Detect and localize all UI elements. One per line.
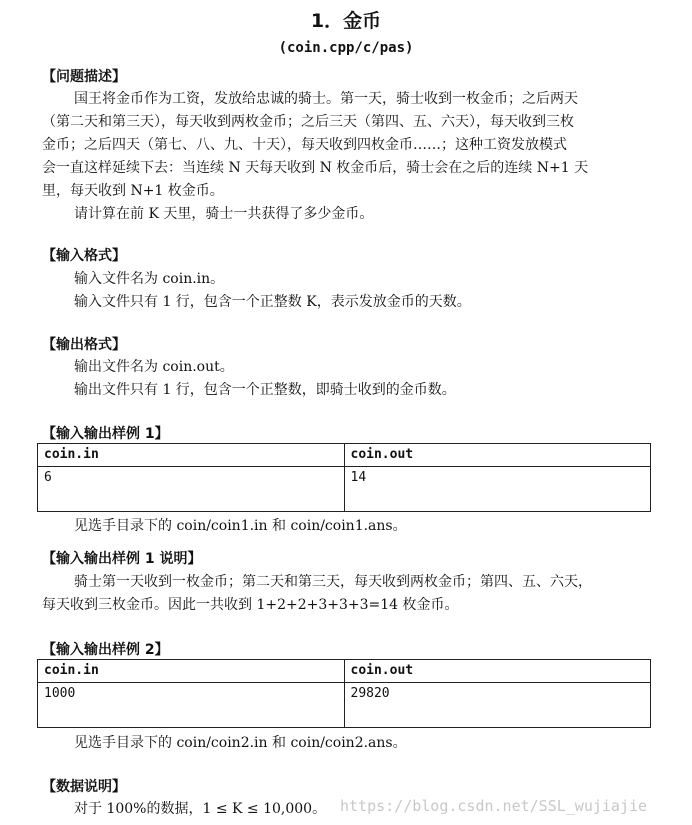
problem-line: （第二天和第三天），每天收到两枚金币；之后三天（第四、五、六天），每天收到三枚 (42, 114, 574, 130)
sample1-col-in: coin.in (38, 444, 345, 467)
problem-line: 里，每天收到 N+1 枚金币。 (42, 183, 224, 199)
sample1-in-value: 6 (38, 467, 345, 512)
output-format-line: 输出文件名为 coin.out。 (74, 359, 234, 375)
sample2-heading: 【输入输出样例 2】 (42, 642, 169, 658)
sample1-explain-line: 每天收到三枚金币。因此一共收到 1+2+2+3+3+3=14 枚金币。 (42, 597, 459, 613)
sample2-col-in: coin.in (38, 660, 345, 683)
problem-line: 请计算在前 K 天里，骑士一共获得了多少金币。 (74, 206, 374, 222)
sample2-note: 见选手目录下的 coin/coin2.in 和 coin/coin2.ans。 (74, 735, 407, 751)
sample1-col-out: coin.out (344, 444, 651, 467)
output-format-line: 输出文件只有 1 行，包含一个正整数，即骑士收到的金币数。 (74, 382, 456, 398)
problem-line: 金币；之后四天（第七、八、九、十天），每天收到四枚金币……；这种工资发放模式 (42, 137, 567, 153)
problem-line: 国王将金币作为工资，发放给忠诚的骑士。第一天，骑士收到一枚金币；之后两天 (74, 91, 578, 107)
problem-line: 会一直这样延续下去：当连续 N 天每天收到 N 枚金币后，骑士会在之后的连续 N+1 天 (42, 160, 589, 176)
sample2-col-out: coin.out (344, 660, 651, 683)
problem-heading: 【问题描述】 (42, 69, 126, 85)
sample1-heading: 【输入输出样例 1】 (42, 426, 169, 442)
input-format-line: 输入文件只有 1 行，包含一个正整数 K，表示发放金币的天数。 (74, 294, 471, 310)
sample2-in-value: 1000 (38, 683, 345, 728)
sample2-table (37, 659, 651, 728)
sample1-explain-line: 骑士第一天收到一枚金币；第二天和第三天，每天收到两枚金币；第四、五、六天， (74, 574, 592, 590)
sample2-out-value: 29820 (344, 683, 651, 728)
page-title: 1．金币 (310, 10, 382, 32)
input-format-heading: 【输入格式】 (42, 248, 126, 264)
sample1-note: 见选手目录下的 coin/coin1.in 和 coin/coin1.ans。 (74, 518, 407, 534)
file-names-subtitle: (coin.cpp/c/pas) (278, 40, 414, 56)
blog-watermark: https://blog.csdn.net/SSL_wujiajie (340, 797, 648, 815)
sample1-out-value: 14 (344, 467, 651, 512)
data-note-heading: 【数据说明】 (42, 779, 126, 795)
sample1-explain-heading: 【输入输出样例 1 说明】 (42, 551, 202, 567)
sample1-table (37, 443, 651, 512)
input-format-line: 输入文件名为 coin.in。 (74, 271, 225, 287)
output-format-heading: 【输出格式】 (42, 337, 126, 353)
data-note-line: 对于 100%的数据，1 ≤ K ≤ 10,000。 (74, 801, 327, 817)
